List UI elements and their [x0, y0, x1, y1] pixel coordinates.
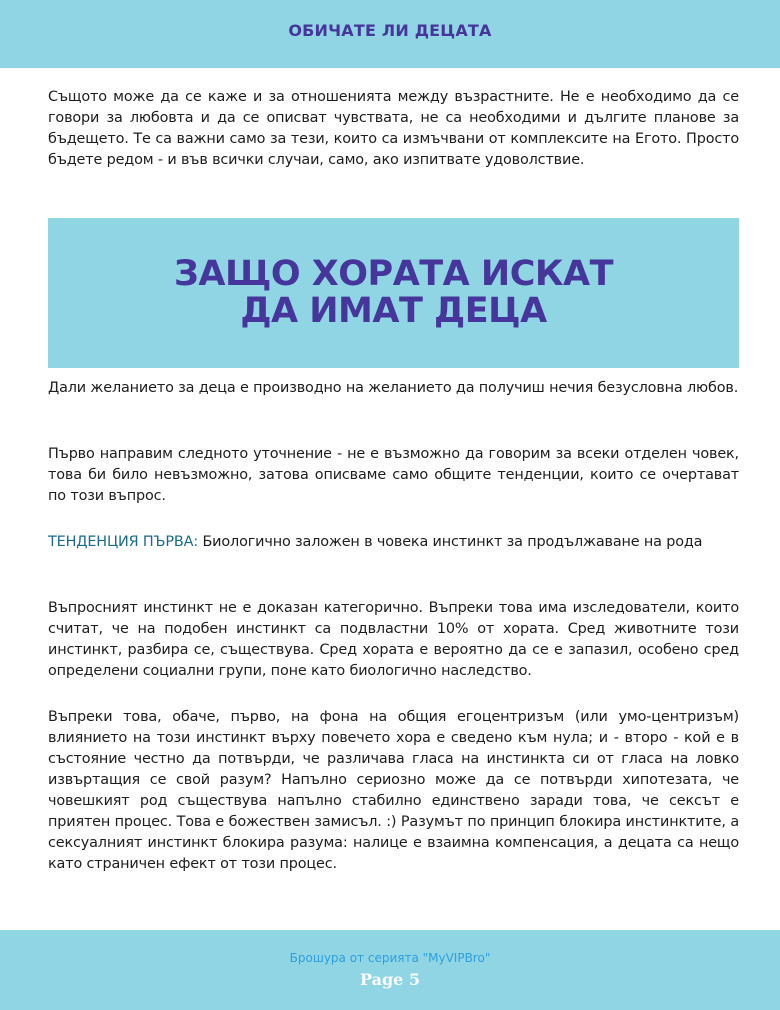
paragraph: Въпреки това, обаче, първо, на фона на общия егоцентризъм (или умо-центризъм) влиянието на този инстинкт върху повечето хора е сведено към нула; и - второ - кой е в състояние честно да потвърди, че различава гласа на инстинкта си от гласа на ловко извъртащия се свой разум? Напълно сериозно може да се потвърди хипотезата, че човешкият род съществува напълно стабилно единствено заради това, че сексът е приятен процес. Това е божествен замисъл. :) Разумът по принцип блокира инстинктите, а сексуалният инстинкт блокира разума: налице е взаимна компенсация, а децата са нещо като страничен ефект от този процес.: [48, 709, 739, 872]
intro-block: [48, 87, 739, 171]
page-footer: [0, 930, 780, 1010]
section-title-line-2: ДА ИМАТ ДЕЦА: [240, 291, 547, 331]
paragraph: Въпросният инстинкт не е доказан категорично. Въпреки това има изследователи, които считат, че на подобен инстинкт са подвластни 10% от хората. Сред животните този инстинкт, разбира се, съществува. Сред хората е вероятно да се е запазил, особено сред определени социални групи, поне като биологично наследство.: [48, 600, 739, 679]
paragraph-block-3: [48, 598, 739, 682]
paragraph-block-4: [48, 707, 739, 875]
intro-paragraph: Същото може да се каже и за отношенията между възрастните. Не е необходимо да се говори за любовта и да се описват чувствата, не са необходими и дългите планове за бъдещето. Те са важни само за тези, които са измъчвани от комплексите на Егото. Просто бъдете редом - и във всички случаи, само, ако изпитвате удоволствие.: [48, 89, 739, 168]
tendency-label: ТЕНДЕНЦИЯ ПЪРВА:: [48, 534, 199, 550]
tendency-block: [48, 532, 739, 553]
paragraph-block-2: [48, 444, 739, 507]
section-banner: [48, 218, 739, 368]
page-header: [0, 0, 780, 68]
tendency-paragraph: [48, 532, 739, 553]
paragraph: Дали желанието за деца е производно на желанието да получиш нечия безусловна любов.: [48, 380, 739, 396]
footer-series-label: Брошура от серията "MyVIPBro": [289, 951, 491, 965]
page-number: Page 5: [359, 970, 421, 989]
paragraph-block-1: [48, 378, 739, 399]
section-title-line-1: ЗАЩО ХОРАТА ИСКАТ: [174, 254, 613, 294]
header-title: ОБИЧАТЕ ЛИ ДЕЦАТА: [288, 21, 492, 40]
tendency-text: Биологично заложен в човека инстинкт за продължаване на рода: [198, 534, 703, 550]
paragraph: Първо направим следното уточнение - не е възможно да говорим за всеки отделен човек, това би било невъзможно, затова описваме само общите тенденции, които се очертават по този въпрос.: [48, 446, 739, 504]
